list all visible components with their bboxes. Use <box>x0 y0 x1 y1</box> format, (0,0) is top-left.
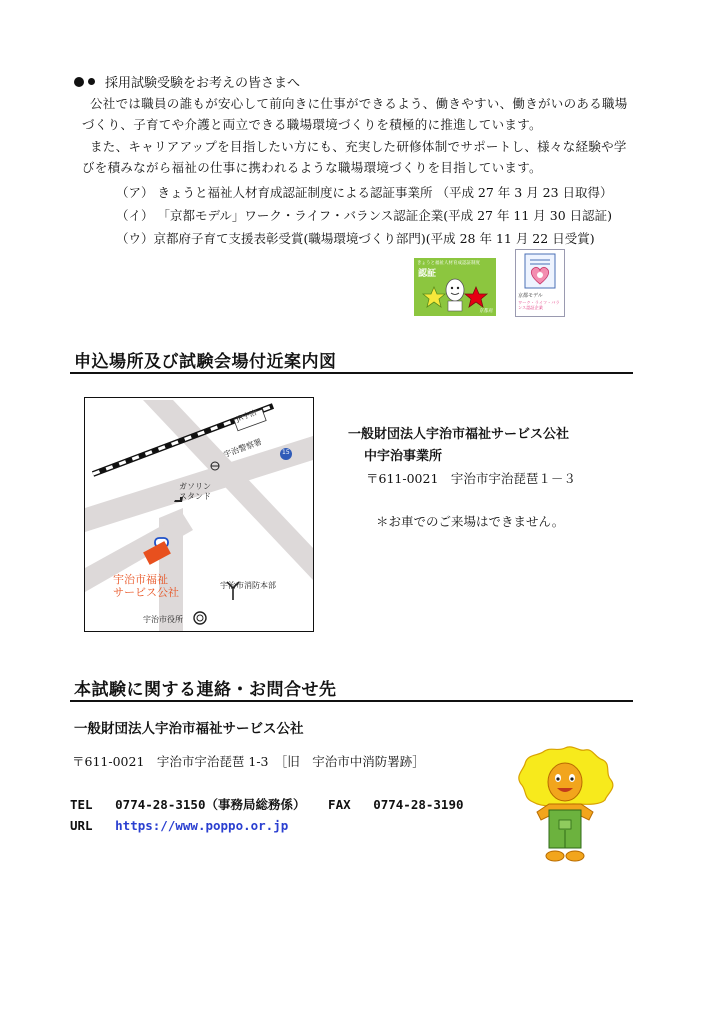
certification-item-c: （ウ）京都府子育て支援表彰受賞(職場環境づくり部門)(平成 28 年 11 月 22 日受賞) <box>116 231 595 246</box>
certification-item-a: （ア） きょうと福祉人材育成認証制度による認証事業所 （平成 27 年 3 月 23 日取得） <box>116 185 613 200</box>
contact-url-row <box>70 818 288 833</box>
contact-tel-row <box>70 795 464 813</box>
intro-heading-text: 採用試験受験をお考えの皆さまへ <box>105 76 301 91</box>
bullet-large-icon <box>74 77 84 87</box>
map-label-gas-station-2: スタンド <box>179 492 211 501</box>
intro-paragraph-1b: づくり、子育てや介護と両立できる職場環境づくりを積極的に推進しています。 <box>82 117 542 132</box>
wlb-text: ワーク・ライフ・バランス認証企業 <box>518 300 560 310</box>
access-section-divider <box>70 372 633 374</box>
access-office-name: 中宇治事業所 <box>364 449 443 464</box>
tel-label: TEL <box>70 797 93 812</box>
map-label-city-hall: 宇治市役所 <box>143 615 183 624</box>
tel-value[interactable]: 0774-28-3150（事務局総務係） <box>115 797 306 812</box>
access-org-name: 一般財団法人宇治市福祉サービス公社 <box>348 427 570 442</box>
logo-org-text: 京都府 <box>479 309 493 314</box>
access-section-title: 申込場所及び試験会場付近案内図 <box>74 352 337 372</box>
access-map <box>84 397 314 632</box>
fax-label: FAX <box>328 797 351 812</box>
wlb-small-text: 京都モデル <box>518 293 543 299</box>
map-label-route: 15 <box>282 449 290 456</box>
mascot-illustration <box>513 742 617 868</box>
contact-org-name: 一般財団法人宇治市福祉サービス公社 <box>74 721 304 737</box>
wlb-building-icon <box>516 250 564 294</box>
map-label-target-1: 宇治市福祉 <box>113 573 168 586</box>
logo-small-text: きょうと福祉人材育成認証制度 <box>417 261 480 266</box>
certification-item-b: （イ） 「京都モデル」ワーク・ライフ・バランス認証企業(平成 27 年 11 月 30 日認証) <box>116 208 613 223</box>
map-label-police: 宇治警察署 <box>222 437 264 460</box>
access-address: 〒611-0021 宇治市宇治琵琶１－３ <box>366 471 576 486</box>
contact-address: 〒611-0021 宇治市宇治琵琶 1-3 ［旧 宇治市中消防署跡］ <box>72 754 425 769</box>
fax-value: 0774-28-3190 <box>373 797 464 812</box>
map-label-target-2: サービス公社 <box>113 586 179 599</box>
logo-main-text: 認証 <box>418 269 437 279</box>
bullet-small-icon <box>88 78 95 85</box>
website-link[interactable]: https://www.poppo.or.jp <box>115 818 289 833</box>
intro-paragraph-1a: 公社では職員の誰もが安心して前向きに仕事ができるよう、働きやすい、働きがいのある職場 <box>90 96 628 111</box>
access-note: ＊お車でのご来場はできません。 <box>376 514 565 529</box>
welfare-certification-logo <box>414 258 496 316</box>
map-label-fire-department: 宇治市消防本部 <box>220 581 276 590</box>
url-label: URL <box>70 818 93 833</box>
map-label-station: JR宇治 <box>235 408 258 424</box>
map-label-gas-station-1: ガソリン <box>179 482 211 491</box>
intro-paragraph-2a: また、キャリアアップを目指したい方にも、充実した研修体制でサポートし、様々な経験や学 <box>90 139 627 154</box>
intro-paragraph-2b: びを積みながら福祉の仕事に携われるような職場環境づくりを目指しています。 <box>82 160 542 175</box>
intro-heading <box>74 72 300 91</box>
contact-section-divider <box>70 700 633 702</box>
contact-section-title: 本試験に関する連絡・お問合せ先 <box>74 680 337 700</box>
work-life-balance-logo <box>515 249 565 317</box>
